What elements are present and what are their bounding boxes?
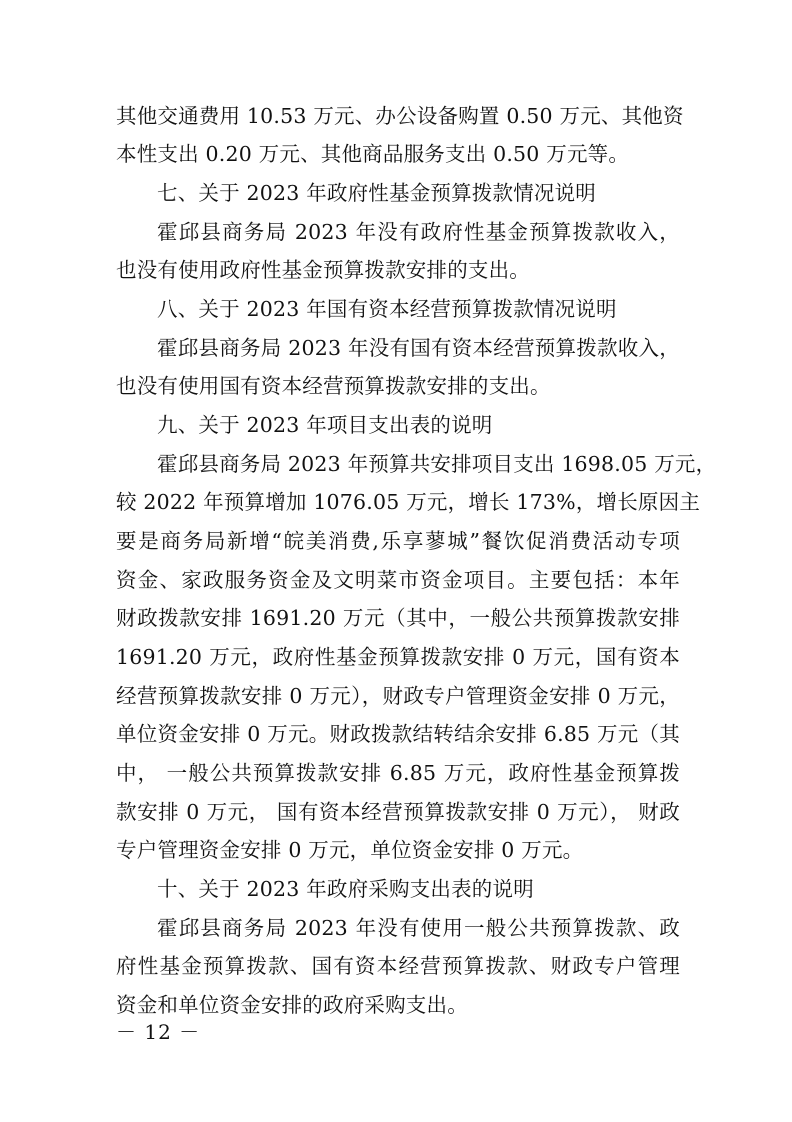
- body-text-line: 也没有使用国有资本经营预算拨款安排的支出。: [116, 374, 551, 398]
- body-text-line: 资金和单位资金安排的政府采购支出。: [116, 993, 468, 1017]
- section-heading-9: 九、关于 2023 年项目支出表的说明: [157, 413, 493, 437]
- body-text-line: 本性支出 0.20 万元、其他商品服务支出 0.50 万元等。: [116, 142, 630, 166]
- body-text-line: 也没有使用政府性基金预算拨款安排的支出。: [116, 258, 530, 282]
- section-heading-8: 八、关于 2023 年国有资本经营预算拨款情况说明: [157, 297, 617, 321]
- body-text-line: 经营预算拨款安排 0 万元），财政专户管理资金安排 0 万元，: [116, 684, 680, 708]
- body-text-line: 霍邱县商务局 2023 年预算共安排项目支出 1698.05 万元，: [157, 452, 717, 476]
- body-text-line: 单位资金安排 0 万元。财政拨款结转结余安排 6.85 万元（其: [116, 722, 680, 746]
- body-text-line: 专户管理资金安排 0 万元，单位资金安排 0 万元。: [116, 838, 584, 862]
- body-text-line: 中， 一般公共预算拨款安排 6.85 万元，政府性基金预算拨: [116, 761, 680, 785]
- body-text-line: 要是商务局新增“皖美消费,乐享蓼城”餐饮促消费活动专项: [116, 529, 680, 553]
- page-number: － 12 －: [116, 1020, 201, 1044]
- body-text-line: 霍邱县商务局 2023 年没有国有资本经营预算拨款收入，: [157, 336, 680, 360]
- body-text-line: 霍邱县商务局 2023 年没有政府性基金预算拨款收入，: [157, 220, 680, 244]
- section-heading-7: 七、关于 2023 年政府性基金预算拨款情况说明: [157, 181, 597, 205]
- body-text-line: 财政拨款安排 1691.20 万元（其中，一般公共预算拨款安排: [116, 606, 680, 630]
- body-text-line: 款安排 0 万元， 国有资本经营预算拨款安排 0 万元）， 财政: [116, 800, 680, 824]
- body-text-line: 霍邱县商务局 2023 年没有使用一般公共预算拨款、政: [157, 916, 680, 940]
- body-text-line: 1691.20 万元，政府性基金预算拨款安排 0 万元，国有资本: [116, 645, 680, 669]
- body-text-line: 其他交通费用 10.53 万元、办公设备购置 0.50 万元、其他资: [116, 104, 684, 128]
- body-text-line: 较 2022 年预算增加 1076.05 万元，增长 173%，增长原因主: [116, 490, 701, 514]
- body-text-line: 府性基金预算拨款、国有资本经营预算拨款、财政专户管理: [116, 954, 680, 978]
- section-heading-10: 十、关于 2023 年政府采购支出表的说明: [157, 877, 534, 901]
- body-text-line: 资金、家政服务资金及文明菜市资金项目。主要包括：本年: [116, 568, 680, 592]
